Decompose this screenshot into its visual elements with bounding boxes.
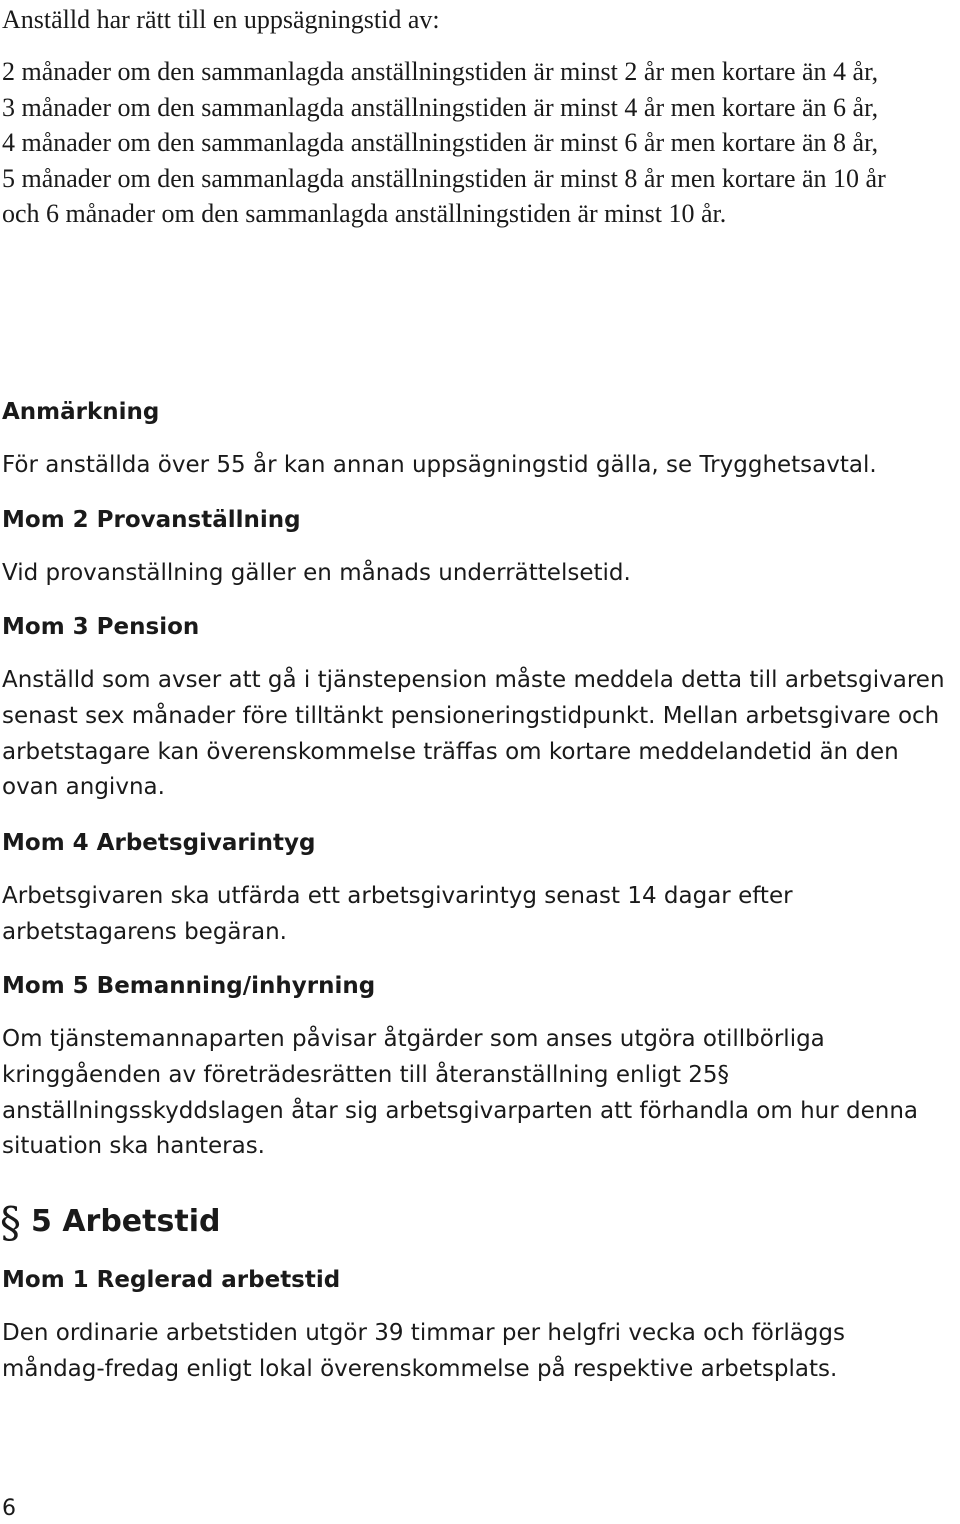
- ch5-mom1-heading: Mom 1 Reglerad arbetstid: [2, 1267, 341, 1293]
- notice-intro: Anställd har rätt till en uppsägningstid av:: [2, 5, 440, 34]
- anmarkning-text: För anställda över 55 år kan annan uppsägningstid gälla, se Trygghetsavtal.: [2, 452, 877, 478]
- notice-line: 5 månader om den sammanlagda anställningstiden är minst 8 år men kortare än 10 år: [2, 163, 886, 193]
- mom3-heading: Mom 3 Pension: [2, 614, 200, 640]
- page-number: 6: [2, 1496, 16, 1521]
- mom2-heading: Mom 2 Provanställning: [2, 507, 301, 533]
- notice-line: 2 månader om den sammanlagda anställningstiden är minst 2 år men kortare än 4 år,: [2, 57, 879, 86]
- notice-line: och 6 månader om den sammanlagda anställningstiden är minst 10 år.: [2, 199, 727, 228]
- mom5-text: Om tjänstemannaparten påvisar åtgärder som anses utgöra otillbörliga kringgåenden av företrädesrätten till återanställning enligt 25§ anställningsskyddslagen åtar sig arbetsgivarparten att förhandla om hur denna situation ska hanteras.: [2, 1026, 919, 1160]
- notice-line: 4 månader om den sammanlagda anställningstiden är minst 6 år men kortare än 8 år,: [2, 128, 879, 157]
- chapter-heading: [0, 1200, 220, 1245]
- chapter-title: 5 Arbetstid: [31, 1204, 221, 1239]
- section-symbol: §: [0, 1198, 21, 1247]
- mom4-heading: Mom 4 Arbetsgivarintyg: [2, 830, 316, 856]
- anmarkning-heading: Anmärkning: [2, 399, 160, 425]
- mom2-text: Vid provanställning gäller en månads underrättelsetid.: [2, 560, 631, 586]
- notice-line: 3 månader om den sammanlagda anställningstiden är minst 4 år men kortare än 6 år,: [2, 92, 879, 122]
- mom3-text: Anställd som avser att gå i tjänstepension måste meddela detta till arbetsgivaren senast sex månader före tilltänkt pensioneringstidpunkt. Mellan arbetsgivare och arbetstagare kan överenskommelse träffas om kortare meddelandetid än den ovan angivna.: [2, 667, 945, 801]
- mom4-text: Arbetsgivaren ska utfärda ett arbetsgivarintyg senast 14 dagar efter arbetstagarens begäran.: [2, 883, 793, 945]
- mom5-heading: Mom 5 Bemanning/inhyrning: [2, 973, 376, 999]
- notice-period-list: [2, 54, 952, 232]
- ch5-mom1-text: Den ordinarie arbetstiden utgör 39 timmar per helgfri vecka och förläggs måndag-fredag enligt lokal överenskommelse på respektive arbetsplats.: [2, 1320, 845, 1382]
